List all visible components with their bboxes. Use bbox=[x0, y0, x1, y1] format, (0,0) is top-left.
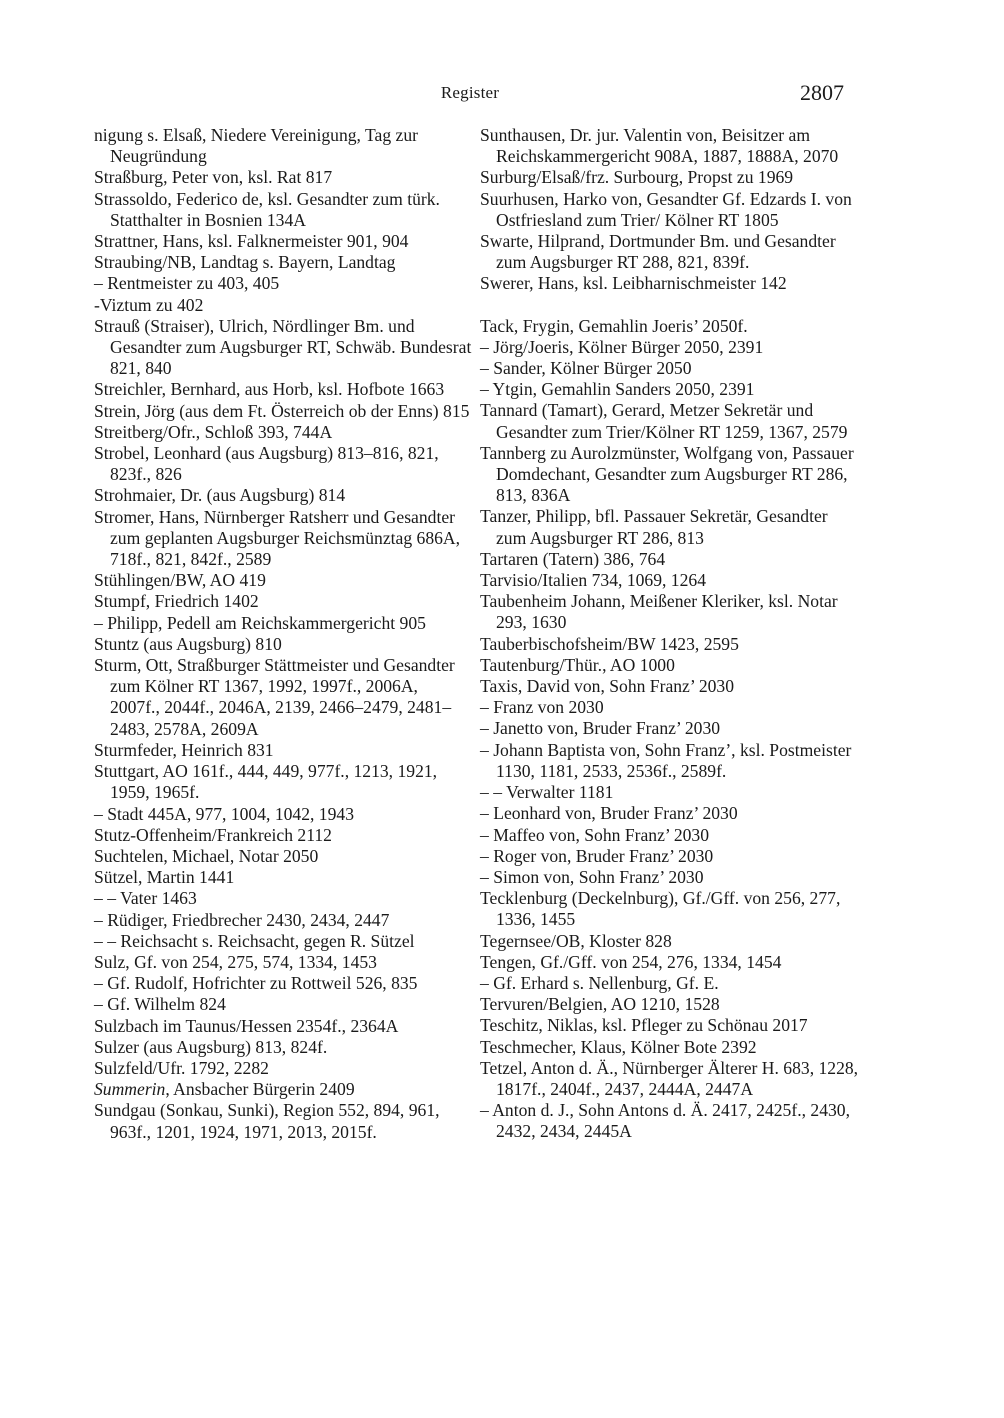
index-entry bbox=[94, 125, 472, 167]
index-entry-text: Tauberbischofsheim/BW 1423, 2595 bbox=[480, 633, 739, 654]
index-entry-text: – Roger von, Bruder Franz’ 2030 bbox=[480, 845, 714, 866]
index-entry bbox=[94, 422, 472, 443]
index-entry bbox=[480, 740, 860, 782]
index-entry bbox=[94, 295, 472, 316]
index-entry bbox=[480, 994, 860, 1015]
index-entry bbox=[94, 485, 472, 506]
index-entry-text: Stutz-Offenheim/Frankreich 2112 bbox=[94, 824, 332, 845]
index-entry bbox=[94, 167, 472, 188]
index-entry bbox=[480, 697, 860, 718]
index-entry bbox=[94, 252, 472, 273]
index-entry-text: Tecklenburg (Deckelnburg), Gf./Gff. von 256, 277, 1336, 1455 bbox=[480, 888, 841, 930]
right-column bbox=[480, 125, 860, 1143]
index-entry bbox=[480, 931, 860, 952]
index-entry-text: – Simon von, Sohn Franz’ 2030 bbox=[480, 866, 704, 887]
index-entry-text: – Leonhard von, Bruder Franz’ 2030 bbox=[480, 803, 738, 824]
index-entry-text: – – Vater 1463 bbox=[94, 888, 197, 909]
index-entry-text: Tartaren (Tatern) 386, 764 bbox=[480, 548, 666, 569]
index-entry bbox=[94, 570, 472, 591]
index-entry-text: , Ansbacher Bürgerin 2409 bbox=[165, 1079, 355, 1100]
index-entry-text: nigung s. Elsaß, Niedere Vereinigung, Tag zur Neugründung bbox=[94, 125, 419, 167]
index-entry-text: – Philipp, Pedell am Reichskammergericht 905 bbox=[94, 612, 426, 633]
index-entry-text: Teschitz, Niklas, ksl. Pfleger zu Schönau 2017 bbox=[480, 1015, 808, 1036]
index-entry-text: Streitberg/Ofr., Schloß 393, 744A bbox=[94, 421, 333, 442]
index-entry bbox=[94, 888, 472, 909]
index-entry-text: – Gf. Rudolf, Hofrichter zu Rottweil 526, 835 bbox=[94, 973, 418, 994]
index-entry-text: Tetzel, Anton d. Ä., Nürnberger Älterer H. 683, 1228, 1817f., 2404f., 2437, 2444A, 2447A bbox=[480, 1057, 859, 1099]
index-entry-text: Tervuren/Belgien, AO 1210, 1528 bbox=[480, 994, 720, 1015]
index-entry bbox=[94, 634, 472, 655]
index-entry-text: Sützel, Martin 1441 bbox=[94, 867, 235, 888]
index-entry-text: Stuttgart, AO 161f., 444, 449, 977f., 1213, 1921, 1959, 1965f. bbox=[94, 761, 438, 803]
index-entry-text: Straubing/NB, Landtag s. Bayern, Landtag bbox=[94, 252, 396, 273]
index-entry-text: Taubenheim Johann, Meißener Kleriker, ksl. Notar 293, 1630 bbox=[480, 591, 838, 633]
index-entry bbox=[94, 740, 472, 761]
section-gap bbox=[480, 295, 860, 316]
index-entry bbox=[480, 1100, 860, 1142]
index-entry-text: Sundgau (Sonkau, Sunki), Region 552, 894, 961, 963f., 1201, 1924, 1971, 2013, 2015f. bbox=[94, 1100, 440, 1142]
index-entry-text: Tengen, Gf./Gff. von 254, 276, 1334, 1454 bbox=[480, 951, 782, 972]
index-entry-text: Teschmecher, Klaus, Kölner Bote 2392 bbox=[480, 1036, 757, 1057]
index-entry bbox=[94, 931, 472, 952]
index-entry bbox=[94, 379, 472, 400]
index-entry-text: Streichler, Bernhard, aus Horb, ksl. Hofbote 1663 bbox=[94, 379, 445, 400]
index-entry-text: Suchtelen, Michael, Notar 2050 bbox=[94, 845, 319, 866]
index-entry bbox=[480, 337, 860, 358]
index-entry bbox=[480, 973, 860, 994]
index-entry-text: Suurhusen, Harko von, Gesandter Gf. Edzards I. von Ostfriesland zum Trier/ Kölner RT 1805 bbox=[480, 188, 852, 230]
index-entry-text: – Sander, Kölner Bürger 2050 bbox=[480, 358, 692, 379]
index-entry-text: Strohmaier, Dr. (aus Augsburg) 814 bbox=[94, 485, 346, 506]
index-entry-text: – Janetto von, Bruder Franz’ 2030 bbox=[480, 718, 721, 739]
index-entry bbox=[480, 867, 860, 888]
index-entry bbox=[94, 613, 472, 634]
index-entry bbox=[94, 910, 472, 931]
page-number: 2807 bbox=[800, 80, 844, 105]
index-entry bbox=[480, 591, 860, 633]
index-entry-text: Swerer, Hans, ksl. Leibharnischmeister 142 bbox=[480, 273, 787, 294]
index-entry-text: Sulzfeld/Ufr. 1792, 2282 bbox=[94, 1057, 269, 1078]
index-entry bbox=[480, 443, 860, 507]
index-entry-text: – Johann Baptista von, Sohn Franz’, ksl. Postmeister 1130, 1181, 2533, 2536f., 2589f. bbox=[480, 739, 852, 781]
index-entry-text: – Gf. Wilhelm 824 bbox=[94, 994, 226, 1015]
index-entry bbox=[94, 443, 472, 485]
left-column bbox=[94, 125, 472, 1143]
index-entry bbox=[480, 167, 860, 188]
index-entry-text: – Ytgin, Gemahlin Sanders 2050, 2391 bbox=[480, 379, 755, 400]
index-entry bbox=[480, 634, 860, 655]
index-entry-text: Tautenburg/Thür., AO 1000 bbox=[480, 654, 675, 675]
index-entry bbox=[94, 867, 472, 888]
running-head bbox=[0, 80, 1004, 110]
index-entry-text: Strattner, Hans, ksl. Falknermeister 901, 904 bbox=[94, 231, 409, 252]
index-entry bbox=[94, 316, 472, 380]
index-entry bbox=[94, 401, 472, 422]
index-entry-text: Tegernsee/OB, Kloster 828 bbox=[480, 930, 672, 951]
index-entry bbox=[94, 846, 472, 867]
index-entry bbox=[480, 189, 860, 231]
index-entry bbox=[480, 888, 860, 930]
index-entry-text: Sulzer (aus Augsburg) 813, 824f. bbox=[94, 1036, 328, 1057]
index-entry bbox=[480, 125, 860, 167]
index-entry-text: Tannberg zu Aurolzmünster, Wolfgang von, Passauer Domdechant, Gesandter zum Augsburger RT 286, 813, 836A bbox=[480, 442, 854, 506]
index-entry bbox=[94, 231, 472, 252]
index-entry-text: Sturmfeder, Heinrich 831 bbox=[94, 739, 274, 760]
index-entry-text: Stumpf, Friedrich 1402 bbox=[94, 591, 259, 612]
index-entry-text: Sulz, Gf. von 254, 275, 574, 1334, 1453 bbox=[94, 951, 377, 972]
index-entry bbox=[94, 1079, 472, 1100]
index-entry bbox=[480, 825, 860, 846]
index-entry-text: – Gf. Erhard s. Nellenburg, Gf. E. bbox=[480, 972, 719, 993]
index-entry-text: – Jörg/Joeris, Kölner Bürger 2050, 2391 bbox=[480, 336, 764, 357]
index-entry bbox=[480, 506, 860, 548]
index-entry bbox=[480, 549, 860, 570]
index-entry-text: Tanzer, Philipp, bfl. Passauer Sekretär, Gesandter zum Augsburger RT 286, 813 bbox=[480, 506, 828, 548]
index-entry-text: Straßburg, Peter von, ksl. Rat 817 bbox=[94, 167, 333, 188]
index-entry bbox=[94, 1016, 472, 1037]
index-entry-text: Sunthausen, Dr. jur. Valentin von, Beisitzer am Reichskammergericht 908A, 1887, 1888A, 2070 bbox=[480, 125, 839, 167]
index-entry bbox=[480, 846, 860, 867]
index-entry bbox=[94, 761, 472, 803]
index-entry bbox=[94, 973, 472, 994]
index-entry bbox=[480, 782, 860, 803]
index-entry-text: Strauß (Straiser), Ulrich, Nördlinger Bm. und Gesandter zum Augsburger RT, Schwäb. Bundesrat 821, 840 bbox=[94, 315, 472, 379]
index-entry bbox=[94, 273, 472, 294]
index-entry bbox=[480, 570, 860, 591]
index-entry-text: – – Verwalter 1181 bbox=[480, 782, 614, 803]
index-entry bbox=[94, 507, 472, 571]
index-entry-text: Strobel, Leonhard (aus Augsburg) 813–816, 821, 823f., 826 bbox=[94, 443, 439, 485]
index-entry-text: Stuntz (aus Augsburg) 810 bbox=[94, 633, 282, 654]
index-entry bbox=[480, 379, 860, 400]
running-title: Register bbox=[440, 83, 500, 102]
index-entry bbox=[94, 825, 472, 846]
index-entry-text: – – Reichsacht s. Reichsacht, gegen R. Sützel bbox=[94, 930, 415, 951]
index-entry-text: – Franz von 2030 bbox=[480, 697, 604, 718]
index-entry-text: – Rüdiger, Friedbrecher 2430, 2434, 2447 bbox=[94, 909, 390, 930]
index-entry bbox=[480, 1058, 860, 1100]
index-entry bbox=[480, 655, 860, 676]
index-entry bbox=[94, 189, 472, 231]
index-entry-text: – Rentmeister zu 403, 405 bbox=[94, 273, 280, 294]
index-entry bbox=[94, 952, 472, 973]
index-entry bbox=[94, 804, 472, 825]
index-entry bbox=[480, 316, 860, 337]
index-entry-text: Stromer, Hans, Nürnberger Ratsherr und Gesandter zum geplanten Augsburger Reichsmünztag 686A, 718f., 821, 842f., 2589 bbox=[94, 506, 461, 570]
index-entry bbox=[94, 994, 472, 1015]
index-entry bbox=[480, 952, 860, 973]
index-entry bbox=[480, 803, 860, 824]
index-entry bbox=[480, 273, 860, 294]
index-entry-text: – Stadt 445A, 977, 1004, 1042, 1943 bbox=[94, 803, 354, 824]
index-entry-text: Surburg/Elsaß/frz. Surbourg, Propst zu 1969 bbox=[480, 167, 794, 188]
index-entry bbox=[480, 676, 860, 697]
index-entry bbox=[480, 400, 860, 442]
index-entry-text: Stühlingen/BW, AO 419 bbox=[94, 570, 266, 591]
index-entry-text: Tack, Frygin, Gemahlin Joeris’ 2050f. bbox=[480, 315, 748, 336]
index-entry bbox=[480, 718, 860, 739]
index-entry bbox=[480, 1015, 860, 1036]
index-entry-text: Sulzbach im Taunus/Hessen 2354f., 2364A bbox=[94, 1015, 399, 1036]
index-entry bbox=[94, 1100, 472, 1142]
index-entry bbox=[94, 655, 472, 740]
index-entry-text: Strassoldo, Federico de, ksl. Gesandter zum türk. Statthalter in Bosnien 134A bbox=[94, 188, 440, 230]
index-entry-text: Taxis, David von, Sohn Franz’ 2030 bbox=[480, 676, 735, 697]
index-entry-text: – Maffeo von, Sohn Franz’ 2030 bbox=[480, 824, 710, 845]
index-entry-text: Strein, Jörg (aus dem Ft. Österreich ob der Enns) 815 bbox=[94, 400, 470, 421]
index-entry bbox=[480, 231, 860, 273]
index-entry bbox=[94, 1058, 472, 1079]
index-entry-text: -Viztum zu 402 bbox=[94, 294, 204, 315]
index-entry bbox=[94, 591, 472, 612]
index-entry-text: – Anton d. J., Sohn Antons d. Ä. 2417, 2425f., 2430, 2432, 2434, 2445A bbox=[480, 1100, 850, 1142]
index-entry-text: Sturm, Ott, Straßburger Stättmeister und Gesandter zum Kölner RT 1367, 1992, 1997f., 2006A, 2007f., 2044f., 2046A, 2139, 2466–2479, 2481–2483, 2578A, 2609A bbox=[94, 655, 455, 739]
index-entry-text: Swarte, Hilprand, Dortmunder Bm. und Gesandter zum Augsburger RT 288, 821, 839f. bbox=[480, 231, 836, 273]
index-entry bbox=[480, 358, 860, 379]
index-entry bbox=[480, 1037, 860, 1058]
index-entry bbox=[94, 1037, 472, 1058]
index-entry-text: Tannard (Tamart), Gerard, Metzer Sekretär und Gesandter zum Trier/Kölner RT 1259, 1367, 2579 bbox=[480, 400, 848, 442]
index-entry-italic-term: Summerin bbox=[94, 1079, 166, 1100]
index-entry-text: Tarvisio/Italien 734, 1069, 1264 bbox=[480, 570, 706, 591]
